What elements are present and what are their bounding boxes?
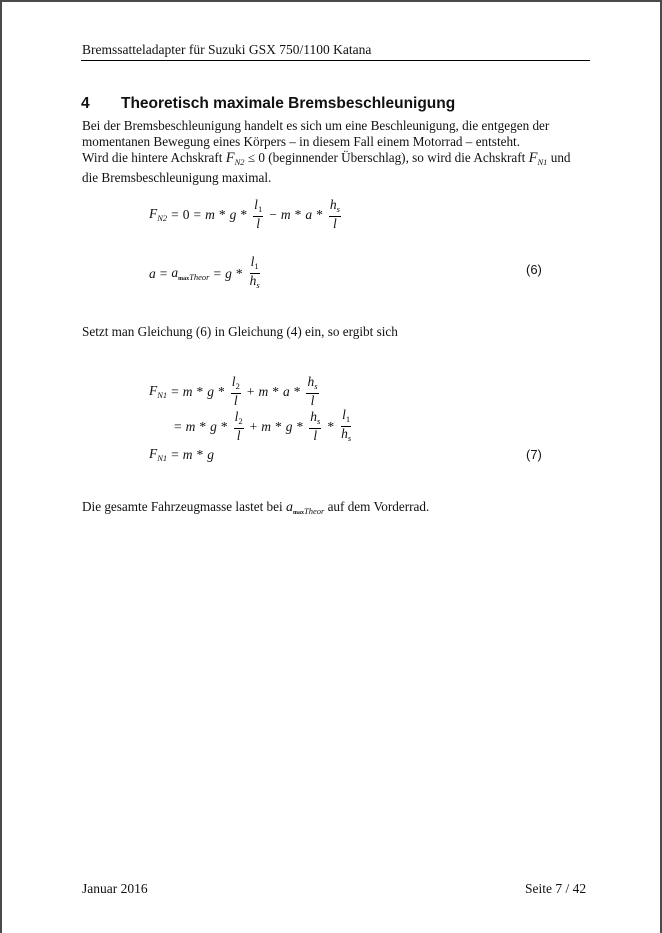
paragraph-2-line-2: die Bremsbeschleunigung maximal. [82, 170, 272, 185]
section-number: 4 [81, 95, 90, 112]
paragraph-1-line-2: momentanen Bewegung eines Körpers – in diesem Fall einem Motorrad – entsteht. [82, 134, 521, 149]
symbol-fn1: $F_{N1}$ [528, 150, 548, 167]
section-title: Theoretisch maximale Bremsbeschleunigung [121, 95, 456, 112]
paragraph-4: Die gesamte Fahrzeugmasse lastet bei $a_{maxTheor}$ auf dem Vorderrad. [82, 499, 430, 516]
section-heading [81, 95, 455, 113]
equation-6: a = $a_{maxTheor}$ = g * $\frac{l_1}{h_s}$ [149, 254, 260, 290]
paragraph-3: Setzt man Gleichung (6) in Gleichung (4) ein, so ergibt sich [82, 324, 398, 339]
equation-fn2: $F_{N2}$ = 0 = m * g * $\frac{l_1}{l}$ − m * a * $\frac{h_s}{l}$ [149, 197, 340, 231]
header-rule [81, 60, 590, 61]
footer-date: Januar 2016 [82, 881, 148, 896]
equation-7-line-2: = m * g * $\frac{l_2}{l}$ + m * g * $\frac{h_s}{l}$ * $\frac{l_1}{h_s}$ [174, 407, 352, 443]
equation-number-6: (6) [526, 262, 542, 277]
symbol-amax-theor: $a_{maxTheor}$ [285, 500, 325, 516]
paragraph-1-line-1: Bei der Bremsbeschleunigung handelt es sich um eine Beschleunigung, die entgegen der [82, 118, 550, 133]
page-header: Bremssatteladapter für Suzuki GSX 750/1100 Katana [82, 42, 372, 57]
equation-7-line-1: $F_{N1}$ = m * g * $\frac{l_2}{l}$ + m * a * $\frac{h_s}{l}$ [149, 374, 318, 408]
paragraph-2-line-1: Wird die hintere Achskraft $F_{N2} \le 0$ (beginnender Überschlag), so wird die Achskraft $F_{N1}$ und [82, 150, 571, 167]
symbol-fn2: $F_{N2}$ [225, 150, 245, 167]
equation-number-7: (7) [526, 447, 542, 462]
equation-7-line-3: $F_{N1}$ = m * g [149, 446, 215, 463]
footer-page-number: Seite 7 / 42 [525, 881, 587, 896]
